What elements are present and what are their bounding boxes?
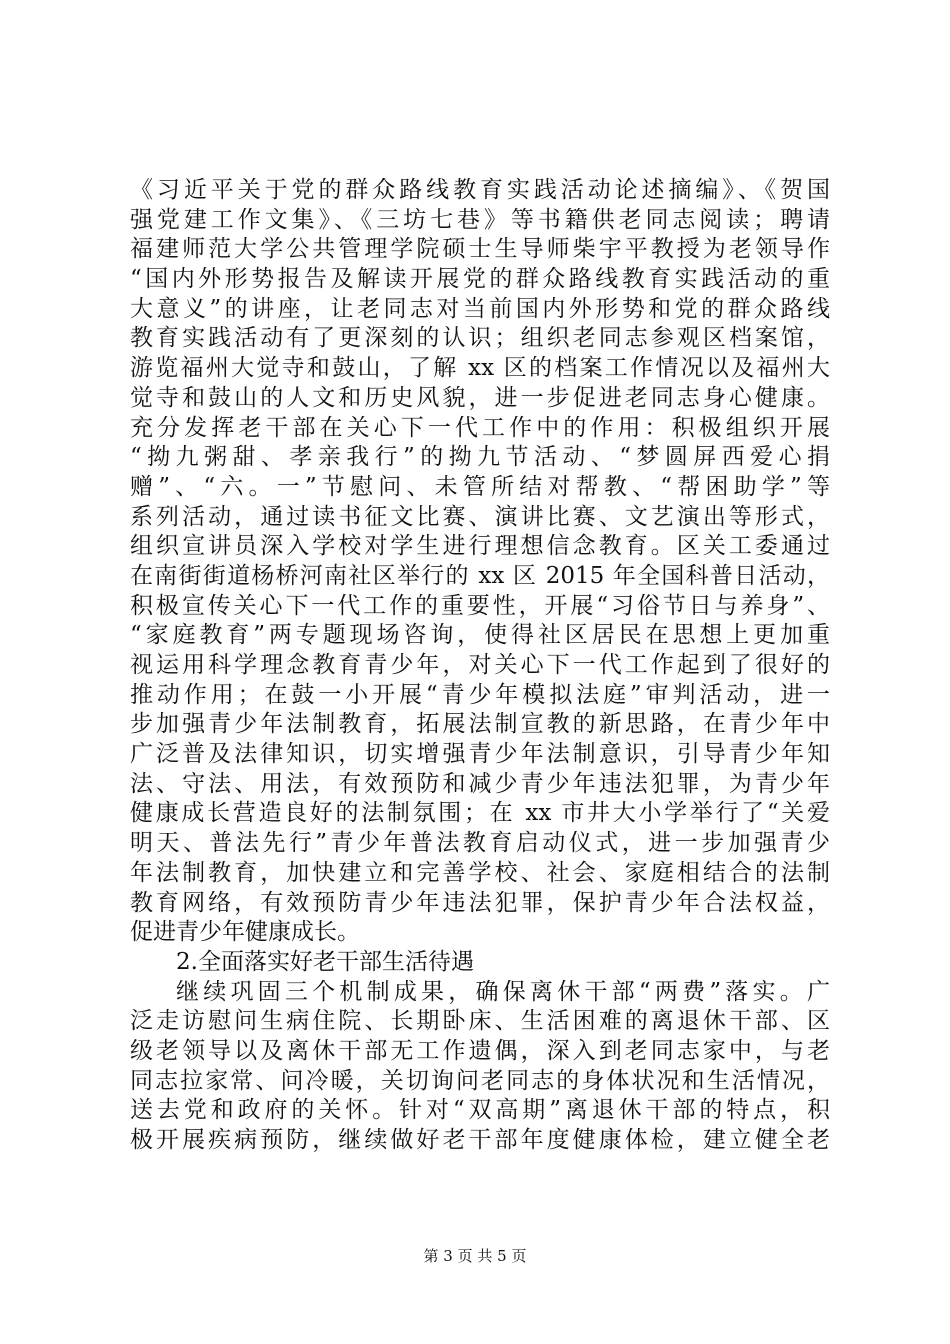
- section-heading: 2.全面落实好老干部生活待遇: [176, 948, 474, 975]
- text-line: 健康成长营造良好的法制氛围；在 xx 市井大小学举行了“关爱: [130, 800, 830, 827]
- text-line: 步加强青少年法制教育，拓展法制宣教的新思路，在青少年中: [130, 711, 830, 738]
- text-line: “拗九粥甜、孝亲我行”的拗九节活动、“梦圆屏西爱心捐: [130, 444, 830, 471]
- text-line: 赠”、“六。一”节慰问、未管所结对帮教、“帮困助学”等: [130, 473, 830, 500]
- text-line: 泛走访慰问生病住院、长期卧床、生活困难的离退休干部、区: [130, 1008, 830, 1035]
- text-line: “国内外形势报告及解读开展党的群众路线教育实践活动的重: [130, 266, 830, 293]
- text-line: 明天、普法先行”青少年普法教育启动仪式，进一步加强青少: [130, 830, 830, 857]
- text-line: 游览福州大觉寺和鼓山，了解 xx 区的档案工作情况以及福州大: [130, 355, 830, 382]
- text-line: 级老领导以及离休干部无工作遗偶，深入到老同志家中，与老: [130, 1037, 830, 1064]
- text-line: 促进青少年健康成长。: [130, 919, 360, 946]
- text-line: 教育实践活动有了更深刻的认识；组织老同志参观区档案馆，: [130, 325, 830, 352]
- document-body: [130, 176, 830, 1156]
- text-line: 教育网络，有效预防青少年违法犯罪，保护青少年合法权益，: [130, 889, 830, 916]
- text-line: 觉寺和鼓山的人文和历史风貌，进一步促进老同志身心健康。: [130, 384, 830, 411]
- text-line: 年法制教育，加快建立和完善学校、社会、家庭相结合的法制: [130, 859, 830, 886]
- text-line: 继续巩固三个机制成果，确保离休干部“两费”落实。广: [176, 978, 830, 1005]
- text-line: 法、守法、用法，有效预防和减少青少年违法犯罪，为青少年: [130, 770, 830, 797]
- text-line: 系列活动，通过读书征文比赛、演讲比赛、文艺演出等形式，: [130, 503, 830, 530]
- text-line: 送去党和政府的关怀。针对“双高期”离退休干部的特点，积: [130, 1097, 830, 1124]
- text-line: 广泛普及法律知识，切实增强青少年法制意识，引导青少年知: [130, 741, 830, 768]
- text-line: 强党建工作文集》、《三坊七巷》等书籍供老同志阅读；聘请: [130, 206, 830, 233]
- text-line: 视运用科学理念教育青少年，对关心下一代工作起到了很好的: [130, 652, 830, 678]
- text-line: 在南街街道杨桥河南社区举行的 xx 区 2015 年全国科普日活动，: [130, 562, 830, 589]
- text-line: 福建师范大学公共管理学院硕士生导师柴宇平教授为老领导作: [130, 236, 830, 263]
- text-line: 大意义”的讲座，让老同志对当前国内外形势和党的群众路线: [130, 295, 830, 322]
- text-line: 组织宣讲员深入学校对学生进行理想信念教育。区关工委通过: [130, 533, 830, 560]
- page-number-footer: 第 3 页 共 5 页: [423, 1247, 527, 1265]
- text-line: 《习近平关于党的群众路线教育实践活动论述摘编》、《贺国: [130, 177, 830, 203]
- text-line: 积极宣传关心下一代工作的重要性，开展“习俗节日与养身”、: [130, 592, 830, 619]
- text-line: 极开展疾病预防，继续做好老干部年度健康体检，建立健全老: [130, 1127, 830, 1153]
- text-line: 同志拉家常、问冷暖，关切询问老同志的身体状况和生活情况，: [130, 1067, 830, 1094]
- text-line: 推动作用；在鼓一小开展“青少年模拟法庭”审判活动，进一: [130, 681, 830, 708]
- text-line: 充分发挥老干部在关心下一代工作中的作用：积极组织开展: [130, 414, 830, 441]
- text-line: “家庭教育”两专题现场咨询，使得社区居民在思想上更加重: [130, 622, 830, 649]
